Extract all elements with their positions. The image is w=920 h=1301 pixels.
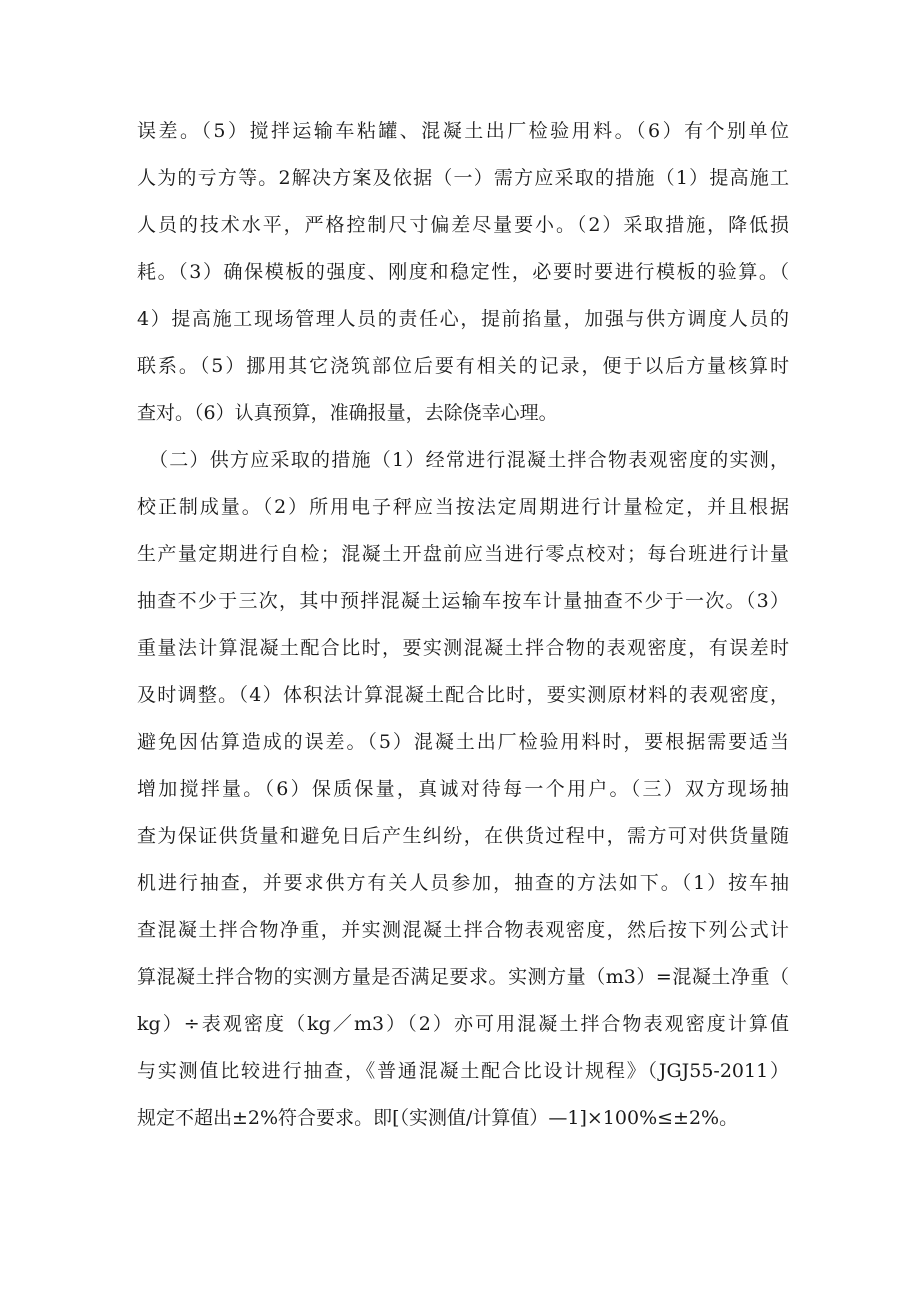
- text-line: 误差。（5）搅拌运输车粘罐、混凝土出厂检验用料。（6）有个别单位: [137, 120, 789, 142]
- text-line: 避免因估算造成的误差。（5）混凝土出厂检验用料时，要根据需要适当: [137, 731, 789, 753]
- paragraph-1: [137, 108, 789, 437]
- text-line: 查对。（6）认真预算，准确报量，去除侥幸心理。: [137, 402, 558, 424]
- text-line: 人员的技术水平，严格控制尺寸偏差尽量要小。（2）采取措施，降低损: [137, 214, 789, 236]
- text-line: 查混凝土拌合物净重，并实测混凝土拌合物表观密度，然后按下列公式计: [137, 919, 789, 941]
- text-line: 与实测值比较进行抽查，《普通混凝土配合比设计规程》（JGJ55-2011）: [137, 1060, 789, 1082]
- text-line: 耗。（3）确保模板的强度、刚度和稳定性，必要时要进行模板的验算。（: [137, 261, 789, 283]
- text-line: 算混凝土拌合物的实测方量是否满足要求。实测方量（m3）=混凝土净重（: [137, 966, 789, 988]
- text-line: 及时调整。（4）体积法计算混凝土配合比时，要实测原材料的表观密度，: [137, 684, 789, 706]
- text-line: 人为的亏方等。2解决方案及依据（一）需方应采取的措施（1）提高施工: [137, 167, 789, 189]
- text-line: 重量法计算混凝土配合比时，要实测混凝土拌合物的表观密度，有误差时: [137, 637, 789, 659]
- text-line: 规定不超出±2%符合要求。即[（实测值/计算值）—1]×100%≤±2%。: [137, 1107, 739, 1129]
- text-line: 生产量定期进行自检；混凝土开盘前应当进行零点校对；每台班进行计量: [137, 543, 789, 565]
- text-line: 4）提高施工现场管理人员的责任心，提前掐量，加强与供方调度人员的: [137, 308, 789, 330]
- text-line: 联系。（5）挪用其它浇筑部位后要有相关的记录，便于以后方量核算时: [137, 355, 789, 377]
- document-body: [137, 108, 789, 1142]
- text-line: kg）÷表观密度（kg／m3）（2）亦可用混凝土拌合物表观密度计算值: [137, 1013, 789, 1035]
- paragraph-2: [137, 437, 789, 1142]
- text-line: 机进行抽查，并要求供方有关人员参加，抽查的方法如下。（1）按车抽: [137, 872, 789, 894]
- text-line: 查为保证供货量和避免日后产生纠纷，在供货过程中，需方可对供货量随: [137, 825, 789, 847]
- text-line: （二）供方应采取的措施（1）经常进行混凝土拌合物表观密度的实测，: [149, 449, 789, 471]
- text-line: 校正制成量。（2）所用电子秤应当按法定周期进行计量检定，并且根据: [137, 496, 789, 518]
- text-line: 抽查不少于三次，其中预拌混凝土运输车按车计量抽查不少于一次。（3）: [137, 590, 789, 612]
- text-line: 增加搅拌量。（6）保质保量，真诚对待每一个用户。（三）双方现场抽: [137, 778, 789, 800]
